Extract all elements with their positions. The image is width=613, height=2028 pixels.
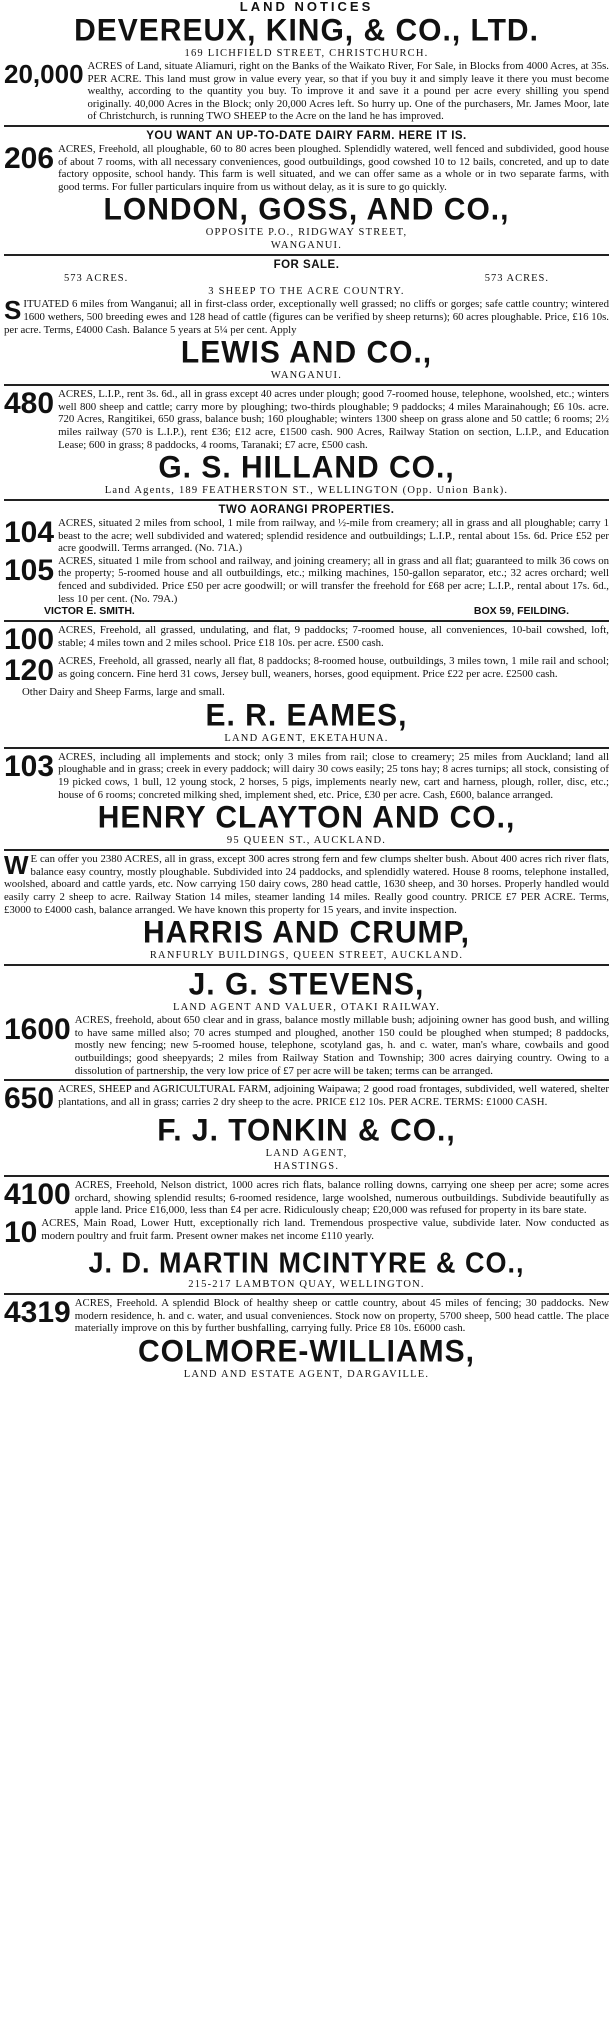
divider (4, 1293, 609, 1295)
acreage: 650 (4, 1082, 55, 1116)
firm-name: E. R. EAMES, (205, 698, 408, 733)
firm-name: HENRY CLAYTON AND CO., (97, 800, 516, 836)
firm-town: WANGANUI. (270, 370, 343, 382)
listing-text: ACRES, situated 2 miles from school, 1 mile from railway, and ½-mile from creamery; all in grass and all ploughable; carry 1 beast to the acre; well subdivided and watered; splendid residence and outbuildings; L.I.P., rental about 15s. 6d. Price £52 per acre goodwill. Terms arranged. (No. 71A.) (58, 517, 609, 555)
ad-aorangi (4, 503, 609, 618)
ad-note: Other Dairy and Sheep Farms, large and small. (22, 686, 225, 699)
firm-town: HASTINGS. (273, 1161, 340, 1173)
listing (4, 143, 609, 193)
ad-lewis (4, 258, 609, 382)
divider (4, 254, 609, 256)
divider (4, 747, 609, 749)
drop-cap: S (4, 295, 22, 326)
listing (4, 1014, 609, 1077)
drop-cap: W (4, 850, 29, 881)
ad-harris-crump (4, 850, 609, 962)
listing-text: ACRES of Land, situate Aliamuri, right on the Banks of the Waikato River, For Sale, in Blocks from 4000 Acres, at 35s. PER ACRE. This land must grow in value every year, so that if you buy it and simply leave it there you must become wealthy, according to the quantity you buy. To improve it and save it a pound per acre every shilling you spend originally. 40,000 Acres in the Block; only 20,000 Acres left. So hurry up. One of the purchasers, Mr. James Moor, late of Christchurch, is running TWO SHEEP to the Acre on the land he has improved. (87, 60, 609, 123)
listing-body: E can offer you 2380 ACRES, all in grass, except 300 acres strong fern and few clumps shelter bush. About 400 acres rich river flats, balance easy country, mostly ploughable. Subdivided into 24 paddocks, and splendidly watered. House 8 rooms, telephone installed, woolshed, aboard and cattle yards, etc. Now carrying 150 dairy cows, 280 head cattle, 1630 sheep, and 30 horses. Properly handled would easily carry 2 sheep to acre. Railway Station 14 miles, steamer landing 14 miles. Really good country. PRICE £7 PER ACRE. Terms, £3000 to £4000 cash, balance arranged. We have known this property for 15 years, and invite inspection. (4, 853, 609, 916)
listing-text (4, 295, 609, 336)
listing (4, 1217, 609, 1248)
divider (4, 384, 609, 386)
listing-text: ACRES, SHEEP and AGRICULTURAL FARM, adjoining Waipawa; 2 good road frontages, subdivided, well watered, shelter plantations, and all in grass; carries 2 dry sheep to the acre. PRICE £12 10s. PER ACRE. TERMS: £1000 CASH. (58, 1083, 609, 1108)
firm-address: RANFURLY BUILDINGS, QUEEN STREET, AUCKLAND. (149, 950, 464, 962)
acreage: 1600 (4, 1013, 71, 1047)
agent-name: VICTOR E. SMITH. (44, 605, 135, 618)
acreage: 105 (4, 553, 55, 587)
firm-town: WANGANUI. (270, 240, 343, 252)
acreage: 4319 (4, 1295, 71, 1329)
ad-devereux (4, 14, 609, 123)
acreage: 206 (4, 141, 55, 175)
ad-london-goss (4, 129, 609, 252)
listing (4, 751, 609, 801)
firm-address: LAND AGENT AND VALUER, OTAKI RAILWAY. (172, 1002, 441, 1014)
listing (4, 1083, 609, 1114)
firm-name: J. D. MARTIN MCINTYRE & CO., (88, 1247, 525, 1279)
listing (4, 1297, 609, 1335)
firm-address: LAND AGENT, EKETAHUNA. (224, 732, 389, 744)
firm-address: 215-217 LAMBTON QUAY, WELLINGTON. (188, 1278, 425, 1290)
firm-name: HARRIS AND CRUMP, (142, 915, 471, 951)
divider (4, 620, 609, 622)
listing (4, 555, 609, 605)
agent-row (4, 605, 609, 618)
firm-name: G. S. HILLAND CO., (158, 450, 455, 485)
acreage: 10 (4, 1215, 38, 1249)
divider (4, 1079, 609, 1081)
firm-name: LEWIS AND CO., (180, 335, 433, 370)
ad-colmore-williams (4, 1297, 609, 1381)
ad-caption: YOU WANT AN UP-TO-DATE DAIRY FARM. HERE IT IS. (146, 129, 467, 142)
acreage-right: 573 ACRES. (484, 273, 549, 285)
ad-eames (4, 624, 609, 745)
listing-text: ACRES, Freehold, all grassed, nearly all flat, 8 paddocks; 8-roomed house, outbuildings, 3 miles town, 1 mile rail and school; as going concern. Fine herd 31 cows, Jersey bull, weaners, horses, good equipment. Price £22 per acre. £2500 cash. (58, 655, 609, 680)
listing (4, 624, 609, 655)
agent-box: BOX 59, FEILDING. (473, 605, 569, 618)
firm-address: 95 QUEEN ST., AUCKLAND. (226, 835, 387, 847)
ad-caption: FOR SALE. (273, 259, 340, 272)
acreage: 100 (4, 623, 55, 657)
listing-text: ACRES, freehold, about 650 clear and in grass, balance mostly millable bush; adjoining owner has good bush, and willing to have same milled also; 70 acres stumped and ploughed, another 150 could be ploughed when stumped; 8 paddocks, mostly new fencing; new 5-roomed house, telephone, scotyland gas, h. and c. water, man's whare, cowbails and good outbuildings; good sheepyards; 2 miles from Railway Station and Township; 300 acres dairying country. Owing to a dissolution of partnership, the very low price of £7 per acre will be taken; terms can be arranged. (74, 1014, 609, 1077)
listing-text: ACRES, L.I.P., rent 3s. 6d., all in grass except 40 acres under plough; good 7-roomed house, telephone, woolshed, etc.; winters well 800 sheep and cattle; carry more by ploughing; two-thirds ploughable; 9 paddocks; 4 miles Marainahough; £6 10s. acre. 720 Acres, Rangitikei, 650 grass, balance bush; 160 ploughable; winters 1300 sheep on grass alone and 50 cattle; 6 rooms; 2½ miles railway (570 is L.I.P.), rent £36; £12 acre, £1500 cash. 900 Acres, Railway Station on section, L.I.P., and Education Lease; 600 in grass; 8 paddocks, 4 rooms, Taranaki; £7 acre, £500 cash. (58, 388, 609, 451)
ad-stevens (4, 968, 609, 1077)
listing-text: ACRES, Freehold, Nelson district, 1000 acres rich flats, balance rolling downs, carrying one sheep per acre; some acres orchard, showing splendid results; 6-roomed residence, large woolshed, numerous outbuildings. Subdivide beautifully as apple land. Price £16,000, less than £4 per acre. Ridiculously cheap; £20,000 was refused for property in its bare state. (74, 1179, 609, 1217)
acreage: 120 (4, 654, 55, 688)
acreage: 103 (4, 749, 55, 783)
acreage: 20,000 (4, 59, 84, 89)
acreage-left: 573 ACRES. (64, 273, 129, 285)
listing-text: ACRES, situated 1 mile from school and railway, and joining creamery; all in grass and all flat; guaranteed to milk 36 cows on the property; 5-roomed house and all outbuildings, etc.; milking machines, 150-gallon separator, etc.; 32 acres orchard; well fenced and subdivided. Price £50 per acre goodwill; or will transfer the freehold for £68 per acre; L.I.P., rental about 17s. 6d., less 10 per cent. (No. 79A.) (58, 554, 609, 605)
firm-address: LAND AND ESTATE AGENT, DARGAVILLE. (183, 1368, 430, 1380)
listing (4, 517, 609, 555)
listing (4, 388, 609, 451)
acreage: 4100 (4, 1178, 71, 1212)
firm-address: 169 LICHFIELD STREET, CHRISTCHURCH. (184, 48, 429, 59)
listing (4, 60, 609, 123)
firm-address: Land Agents, 189 FEATHERSTON ST., WELLINGTON (Opp. Union Bank). (104, 485, 509, 497)
firm-name: F. J. TONKIN & CO., (157, 1113, 456, 1148)
firm-name: LONDON, GOSS, AND CO., (103, 192, 510, 228)
acreage-row (4, 272, 609, 285)
listing (4, 1179, 609, 1217)
acreage: 480 (4, 387, 55, 421)
firm-name: DEVEREUX, KING, & CO., LTD. (74, 13, 539, 48)
listing-text: ACRES, Freehold. A splendid Block of healthy sheep or cattle country, about 45 miles of fencing; 30 paddocks. New modern residence, h. and c. water, and usual conveniences. Stock now on property, 5700 sheep, 500 head cattle. The place materially improve on this by further bushfalling, carrying fully. Price £8 10s. £6000 cash. (74, 1296, 609, 1335)
divider (4, 849, 609, 851)
listing-text: ACRES, Main Road, Lower Hutt, exceptionally rich land. Tremendous prospective value, subdivide later. Now conducted as modern poultry and fruit farm. Present owner makes net income £110 yearly. (41, 1216, 609, 1242)
divider (4, 499, 609, 501)
acreage: 104 (4, 516, 55, 550)
firm-address: LAND AGENT, (265, 1148, 348, 1160)
firm-name: J. G. STEVENS, (188, 967, 425, 1003)
listing-text: ACRES, Freehold, all grassed, undulating, and flat, 9 paddocks; 7-roomed house, all conveniences, 10-bail cowshed, loft, stable; 4 miles town and 2 miles school. Price £18 10s. per acre. £500 cash. (58, 624, 609, 649)
page-header: LAND NOTICES (239, 0, 374, 14)
divider (4, 964, 609, 966)
ad-tonkin (4, 1083, 609, 1173)
firm-name: COLMORE-WILLIAMS, (138, 1333, 475, 1369)
ad-subcaption: 3 SHEEP TO THE ACRE COUNTRY. (208, 286, 405, 298)
ad-hilland (4, 388, 609, 497)
firm-address: OPPOSITE P.O., RIDGWAY STREET, (205, 227, 408, 239)
listing-text: ACRES, including all implements and stock; only 3 miles from rail; close to creamery; 25 miles from Auckland; land all ploughable and in grass; creek in every paddock; will dairy 30 cows easily; 25 tons hay; 8 acres turnips; all stock, consisting of 19 picked cows, 1 bull, 12 young stock, 2 horses, 5 pigs, implements nearly new, cart and harness, plough, roller, disc, etc.; house of 6 rooms; concreted milking shed, implement shed, etc. Price, £30 per acre. Cash, £600, balance arranged. (58, 750, 609, 801)
listing-body: ITUATED 6 miles from Wanganui; all in first-class order, exceptionally well grassed; no cliffs or gorges; safe cattle country; wintered 1600 wethers, 500 breeding ewes and 128 head of cattle (figures can be verified by sheep returns); 60 acres ploughable. Price, £16 10s. per acre. Terms, £4000 Cash. Balance 5 years at 5¼ per cent. Apply (4, 298, 609, 336)
ad-clayton (4, 751, 609, 847)
divider (4, 125, 609, 127)
listing-text (4, 850, 609, 916)
listing (4, 655, 609, 686)
divider (4, 1175, 609, 1177)
ad-caption: TWO AORANGI PROPERTIES. (218, 504, 395, 517)
ad-martin-mcintyre (4, 1179, 609, 1291)
listing-text: ACRES, Freehold, all ploughable, 60 to 80 acres been ploughed. Splendidly watered, well fenced and subdivided, good house of about 7 rooms, with all necessary conveniences, good outbuildings, good cowshed 10 to 12 bails, concreted, and up to date factory opposite, school handy. This farm is well situated, and we can offer same as a whole or in two separate farms, with good terms. For fuller particulars inquire from us without delay, as it is sure to go quickly. (58, 142, 609, 193)
